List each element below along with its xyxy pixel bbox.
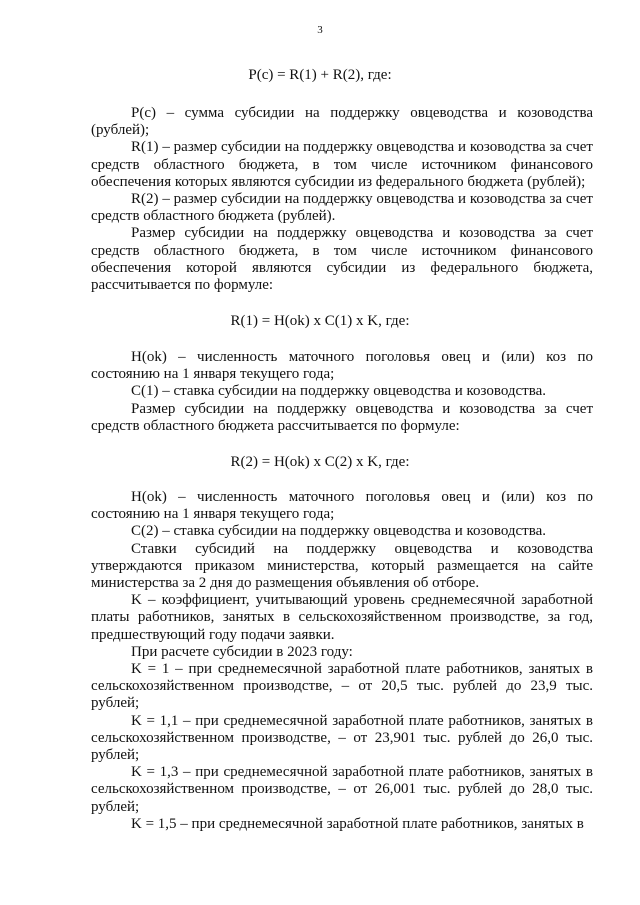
paragraph: C(1) – ставка субсидии на поддержку овцеводства и козоводства.	[131, 383, 547, 400]
paragraph: Ставки субсидий на поддержку овцеводства и козоводства утверждаются приказом министерства, который размещается на сайте министерства за 2 дня до размещения объявления об отборе.	[91, 540, 593, 592]
formula-total-subsidy: P(c) = R(1) + R(2), где:	[248, 67, 392, 83]
paragraph: P(c) – сумма субсидии на поддержку овцеводства и козоводства (рублей);	[91, 105, 593, 139]
definitions-block-1	[91, 105, 593, 294]
paragraph: K = 1,3 – при среднемесячной заработной плате работников, занятых в сельскохозяйственном производстве, – от 26,001 тыс. рублей до 28,0 тыс. рублей;	[91, 764, 593, 815]
paragraph: C(2) – ставка субсидии на поддержку овцеводства и козоводства.	[131, 523, 547, 540]
formula-r2: R(2) = H(ok) x C(2) x K, где:	[230, 454, 410, 470]
paragraph: H(ok) – численность маточного поголовья овец и (или) коз по состоянию на 1 января текущего года;	[91, 349, 593, 383]
paragraph: K = 1 – при среднемесячной заработной плате работников, занятых в сельскохозяйственном производстве, – от 20,5 тыс. рублей до 23,9 тыс. рублей;	[91, 661, 593, 712]
paragraph: K – коэффициент, учитывающий уровень среднемесячной заработной платы работников, занятых в сельскохозяйственном производстве, за год, предшествующий году подачи заявки.	[91, 592, 593, 643]
page-number: 3	[317, 24, 323, 36]
paragraph: H(ok) – численность маточного поголовья овец и (или) коз по состоянию на 1 января текущего года;	[91, 489, 593, 523]
paragraph: Размер субсидии на поддержку овцеводства и козоводства за счет средств областного бюджета рассчитывается по формуле:	[91, 400, 593, 434]
paragraph: R(2) – размер субсидии на поддержку овцеводства и козоводства за счет средств областного бюджета (рублей).	[91, 191, 593, 225]
definitions-block-3	[91, 489, 593, 833]
definitions-block-2	[91, 349, 593, 435]
formula-r1: R(1) = H(ok) x C(1) x K, где:	[230, 313, 410, 329]
paragraph: При расчете субсидии в 2023 году:	[131, 643, 353, 660]
paragraph: K = 1,1 – при среднемесячной заработной плате работников, занятых в сельскохозяйственном производстве, – от 23,901 тыс. рублей до 26,0 тыс. рублей;	[91, 712, 593, 764]
paragraph: K = 1,5 – при среднемесячной заработной плате работников, занятых в	[131, 815, 584, 832]
paragraph: R(1) – размер субсидии на поддержку овцеводства и козоводства за счет средств областного бюджета, в том числе источником финансового обеспечения которых являются субсидии из федерального бюджета (рублей);	[91, 139, 593, 190]
paragraph: Размер субсидии на поддержку овцеводства и козоводства за счет средств областного бюджета, в том числе источником финансового обеспечения которой являются субсидии из федерального бюджета, рассчитывается по формуле:	[91, 225, 593, 294]
